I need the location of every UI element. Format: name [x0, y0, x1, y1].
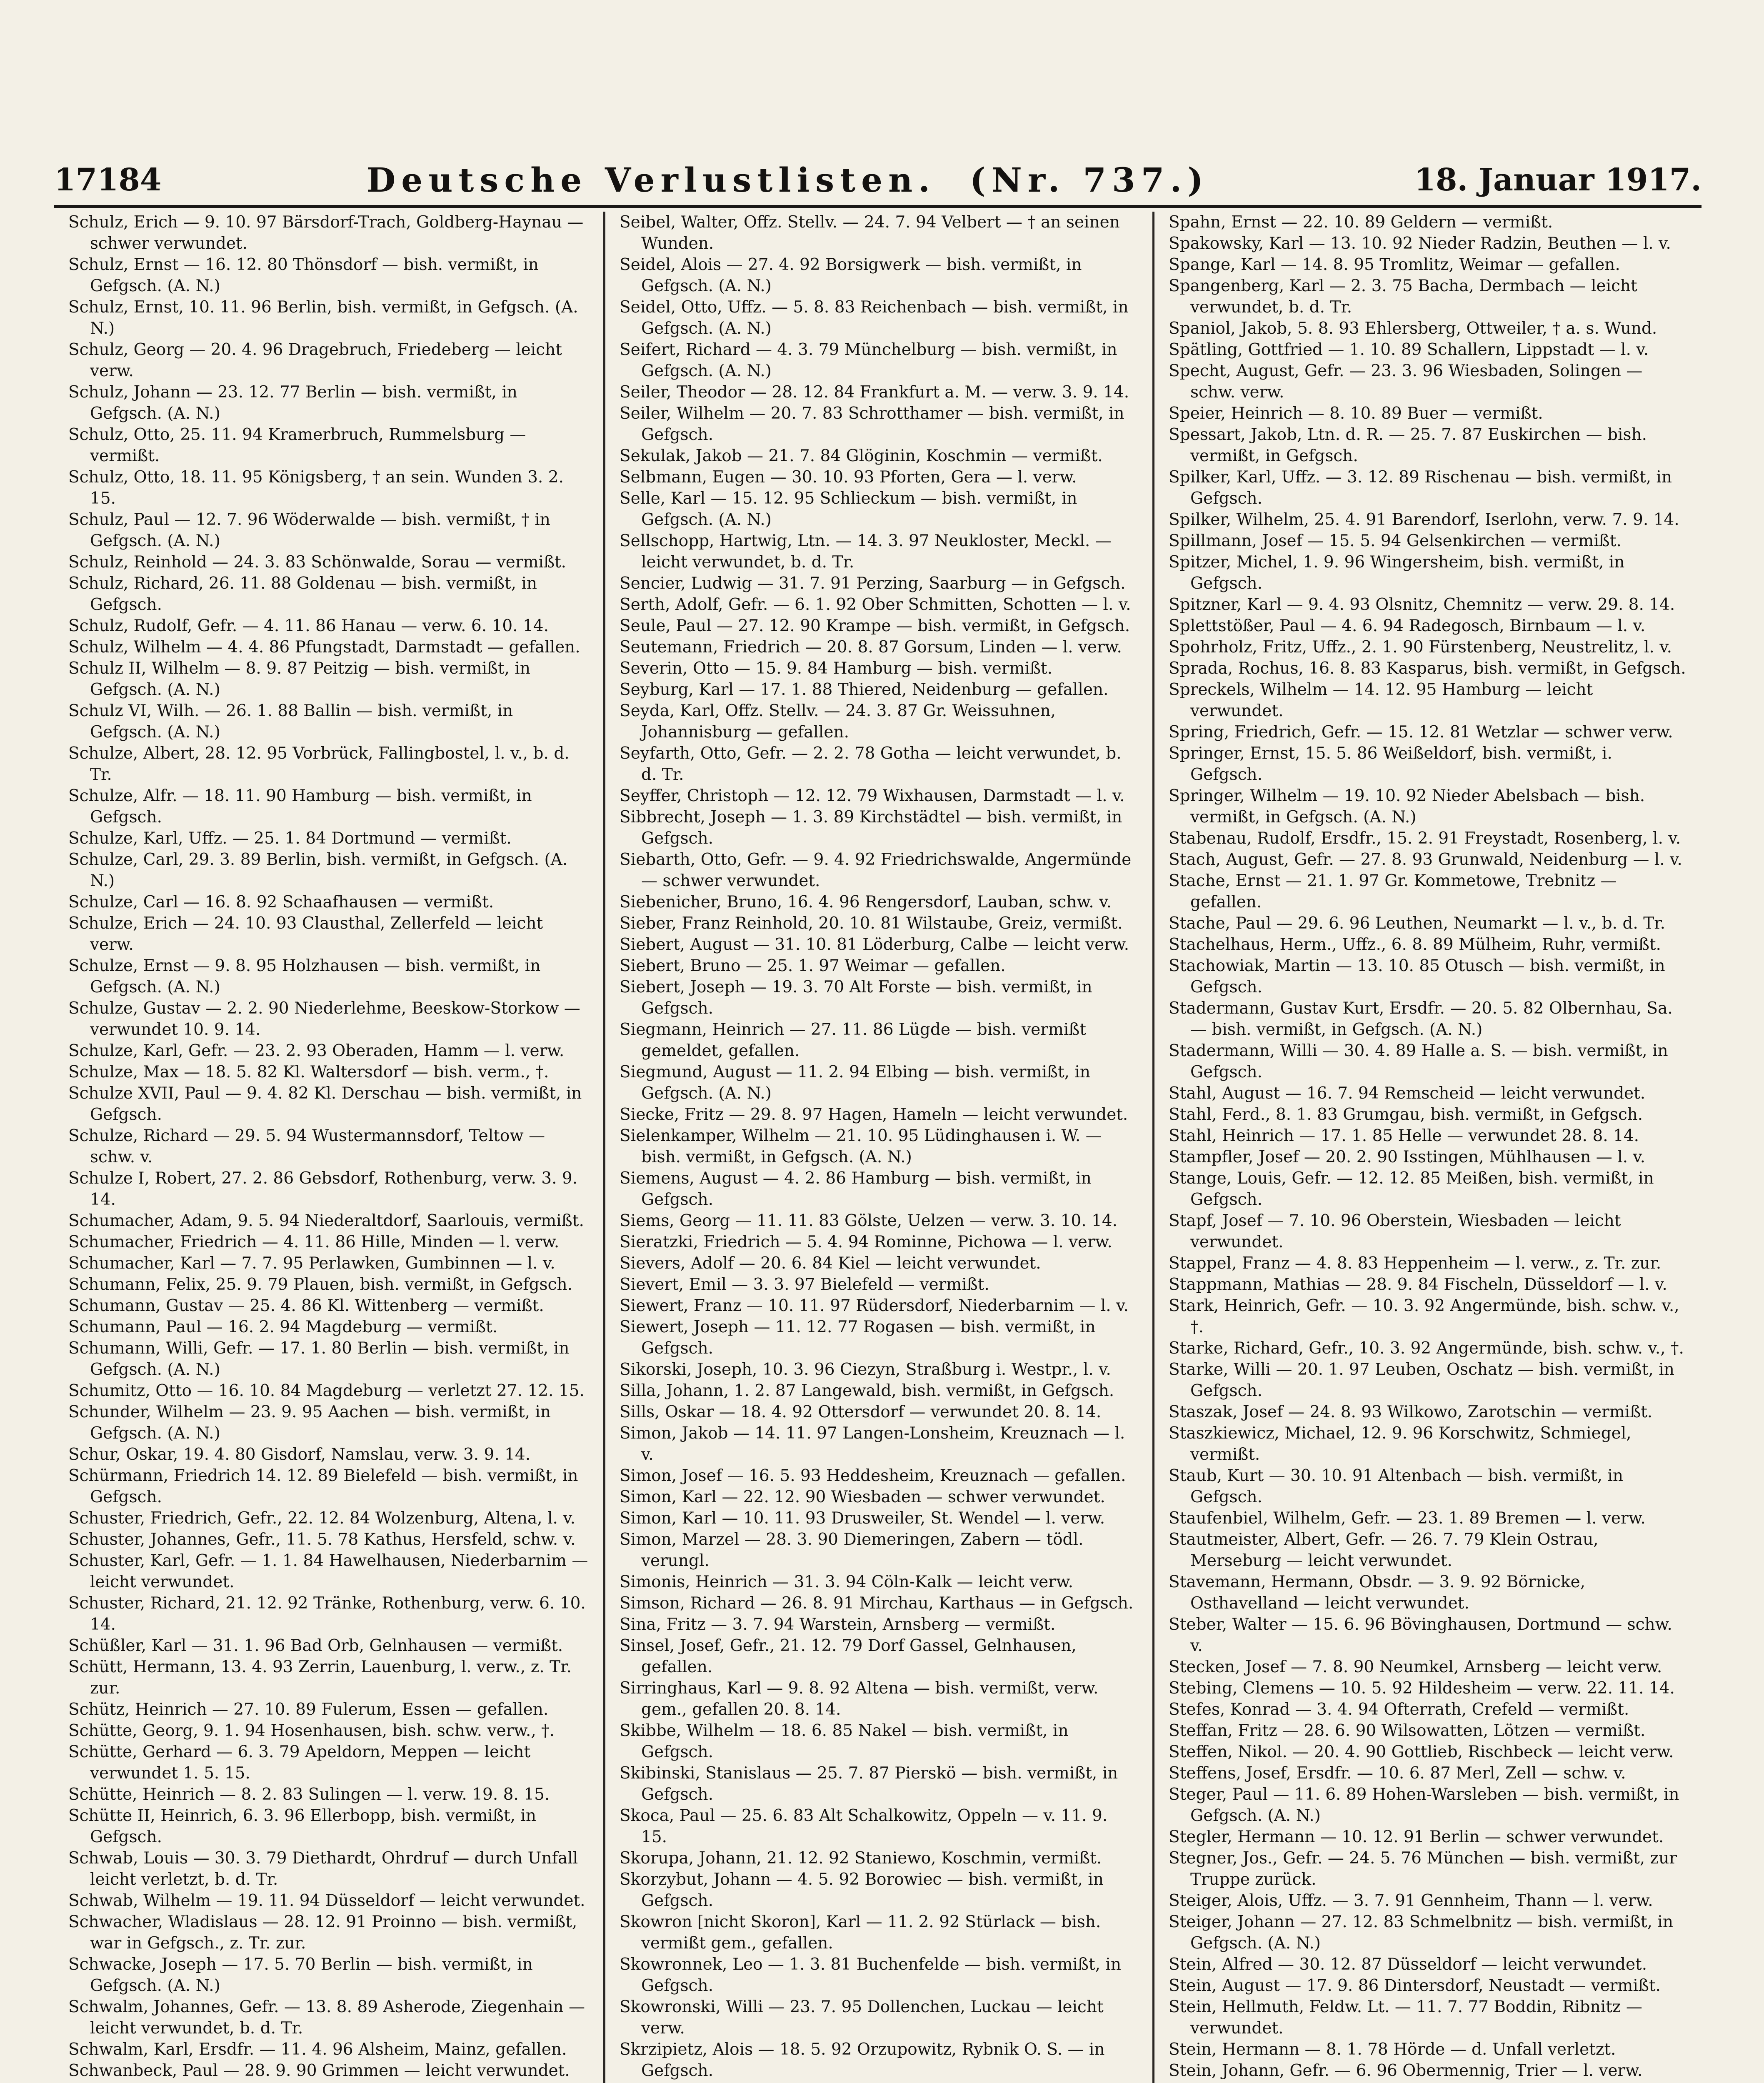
list-entry: Steffan, Fritz — 28. 6. 90 Wilsowatten, Lötzen — vermißt.	[1169, 1721, 1646, 1740]
list-entry: Siebert, August — 31. 10. 81 Löderburg, Calbe — leicht verw.	[620, 935, 1129, 954]
list-entry: Spange, Karl — 14. 8. 95 Tromlitz, Weimar — gefallen.	[1169, 255, 1620, 274]
list-entry: Spätling, Gottfried — 1. 10. 89 Schallern, Lippstadt — l. v.	[1169, 340, 1649, 359]
list-entry: Sieber, Franz Reinhold, 20. 10. 81 Wilstaube, Greiz, vermißt.	[620, 914, 1123, 933]
list-entry: Staszkiewicz, Michael, 12. 9. 96 Korschwitz, Schmiegel, vermißt.	[1169, 1424, 1632, 1464]
list-entry: Schwacke, Joseph — 17. 5. 70 Berlin — bish. vermißt, in Gefgsch. (A. N.)	[68, 1955, 533, 1995]
casualty-list-columns	[54, 212, 1702, 2083]
list-entry: Schwab, Wilhelm — 19. 11. 94 Düsseldorf — leicht verwundet.	[68, 1891, 585, 1910]
list-entry: Schulz, Erich — 9. 10. 97 Bärsdorf-Trach, Goldberg-Haynau — schwer verwundet.	[68, 213, 584, 253]
list-entry: Steffen, Nikol. — 20. 4. 90 Gottlieb, Rischbeck — leicht verw.	[1169, 1743, 1674, 1761]
list-entry: Sielenkamper, Wilhelm — 21. 10. 95 Lüdinghausen i. W. — bish. vermißt, in Gefgsch. (A. N.)	[620, 1126, 1102, 1166]
list-entry: Schütte, Gerhard — 6. 3. 79 Apeldorn, Meppen — leicht verwundet 1. 5. 15.	[68, 1743, 531, 1783]
list-entry: Spilker, Wilhelm, 25. 4. 91 Barendorf, Iserlohn, verw. 7. 9. 14.	[1169, 510, 1679, 529]
list-entry	[68, 2081, 589, 2083]
list-entry: Schulz, Georg — 20. 4. 96 Dragebruch, Friedeberg — leicht verw.	[68, 340, 562, 380]
list-entry: Simson, Richard — 26. 8. 91 Mirchau, Karthaus — in Gefgsch.	[620, 1594, 1134, 1613]
list-entry: Selle, Karl — 15. 12. 95 Schlieckum — bish. vermißt, in Gefgsch. (A. N.)	[620, 489, 1077, 529]
title-text: Deutsche Verlustlisten.	[366, 160, 936, 200]
list-entry: Schwalm, Karl, Ersdfr. — 11. 4. 96 Alsheim, Mainz, gefallen.	[68, 2040, 567, 2059]
publication-title	[367, 160, 1209, 200]
list-entry: Schulze, Max — 18. 5. 82 Kl. Waltersdorf — bish. verm., †.	[68, 1063, 549, 1081]
column-2	[603, 212, 1152, 2083]
list-entry: Steffens, Josef, Ersdfr. — 10. 6. 87 Merl, Zell — schw. v.	[1169, 1764, 1626, 1783]
list-entry: Simon, Jakob — 14. 11. 97 Langen-Lonsheim, Kreuznach — l. v.	[620, 1424, 1125, 1464]
list-entry: Splettstößer, Paul — 4. 6. 94 Radegosch, Birnbaum — l. v.	[1169, 617, 1646, 635]
list-entry: Spitzner, Karl — 9. 4. 93 Olsnitz, Chemnitz — verw. 29. 8. 14.	[1169, 595, 1675, 614]
list-entry: Siebarth, Otto, Gefr. — 9. 4. 92 Friedrichswalde, Angermünde — schwer verwundet.	[620, 850, 1132, 890]
list-entry: Seifert, Richard — 4. 3. 79 Münchelburg — bish. vermißt, in Gefgsch. (A. N.)	[620, 340, 1117, 380]
list-entry: Sievers, Adolf — 20. 6. 84 Kiel — leicht verwundet.	[620, 1254, 1041, 1273]
list-entry: Sencier, Ludwig — 31. 7. 91 Perzing, Saarburg — in Gefgsch.	[620, 574, 1126, 593]
list-entry: Simon, Marzel — 28. 3. 90 Diemeringen, Zabern — tödl. verungl.	[620, 1530, 1084, 1570]
list-entry: Sprada, Rochus, 16. 8. 83 Kasparus, bish. vermißt, in Gefgsch.	[1169, 659, 1686, 678]
issue-number: (Nr. 737.)	[969, 160, 1209, 200]
list-entry: Simonis, Heinrich — 31. 3. 94 Cöln-Kalk — leicht verw.	[620, 1573, 1073, 1591]
list-entry: Schumacher, Friedrich — 4. 11. 86 Hille, Minden — l. verw.	[68, 1233, 560, 1251]
list-entry: Stahl, Ferd., 8. 1. 83 Grumgau, bish. vermißt, in Gefgsch.	[1169, 1105, 1643, 1124]
list-entry: Schulze, Albert, 28. 12. 95 Vorbrück, Fallingbostel, l. v., b. d. Tr.	[68, 744, 570, 784]
list-entry: Schüßler, Karl — 31. 1. 96 Bad Orb, Gelnhausen — vermißt.	[68, 1636, 563, 1655]
list-entry: Schumitz, Otto — 16. 10. 84 Magdeburg — verletzt 27. 12. 15.	[68, 1381, 585, 1400]
list-entry: Sinsel, Josef, Gefr., 21. 12. 79 Dorf Gassel, Gelnhausen, gefallen.	[620, 1636, 1077, 1676]
list-entry: Serth, Adolf, Gefr. — 6. 1. 92 Ober Schmitten, Schotten — l. v.	[620, 595, 1131, 614]
list-entry: Spangenberg, Karl — 2. 3. 75 Bacha, Dermbach — leicht verwundet, b. d. Tr.	[1169, 277, 1637, 317]
list-entry: Silla, Johann, 1. 2. 87 Langewald, bish. vermißt, in Gefgsch.	[620, 1381, 1114, 1400]
list-entry: Starke, Willi — 20. 1. 97 Leuben, Oschatz — bish. vermißt, in Gefgsch.	[1169, 1360, 1674, 1400]
list-entry: Schwab, Louis — 30. 3. 79 Diethardt, Ohrdruf — durch Unfall leicht verletzt, b. d. Tr.	[68, 1849, 578, 1889]
list-entry: Seyffer, Christoph — 12. 12. 79 Wixhausen, Darmstadt — l. v.	[620, 787, 1125, 805]
list-entry: Stark, Heinrich, Gefr. — 10. 3. 92 Angermünde, bish. schw. v., †.	[1169, 1296, 1679, 1336]
list-entry: Schulz, Reinhold — 24. 3. 83 Schönwalde, Sorau — vermißt.	[68, 553, 567, 572]
list-entry: Schulz, Otto, 18. 11. 95 Königsberg, † an sein. Wunden 3. 2. 15.	[68, 468, 564, 508]
list-entry: Stebing, Clemens — 10. 5. 92 Hildesheim — verw. 22. 11. 14.	[1169, 1679, 1675, 1698]
list-entry: Staub, Kurt — 30. 10. 91 Altenbach — bish. vermißt, in Gefgsch.	[1169, 1466, 1624, 1506]
list-entry: Specht, August, Gefr. — 23. 3. 96 Wiesbaden, Solingen — schw. verw.	[1169, 362, 1643, 402]
list-entry: Spring, Friedrich, Gefr. — 15. 12. 81 Wetzlar — schwer verw.	[1169, 723, 1673, 742]
list-entry: Spakowsky, Karl — 13. 10. 92 Nieder Radzin, Beuthen — l. v.	[1169, 234, 1671, 253]
list-entry: Skorupa, Johann, 21. 12. 92 Staniewo, Koschmin, vermißt.	[620, 1849, 1102, 1868]
list-entry: Siegmann, Heinrich — 27. 11. 86 Lügde — bish. vermißt gemeldet, gefallen.	[620, 1020, 1087, 1060]
list-entry: Stampfler, Josef — 20. 2. 90 Isstingen, Mühlhausen — l. v.	[1169, 1148, 1646, 1166]
list-entry: Spreckels, Wilhelm — 14. 12. 95 Hamburg — leicht verwundet.	[1169, 680, 1593, 720]
list-entry: Stefes, Konrad — 3. 4. 94 Ofterrath, Crefeld — vermißt.	[1169, 1700, 1629, 1719]
list-entry: Spahn, Ernst — 22. 10. 89 Geldern — vermißt.	[1169, 213, 1553, 232]
list-entry: Stahl, August — 16. 7. 94 Remscheid — leicht verwundet.	[1169, 1084, 1646, 1103]
list-entry: Stache, Paul — 29. 6. 96 Leuthen, Neumarkt — l. v., b. d. Tr.	[1169, 914, 1665, 933]
list-entry: Stappmann, Mathias — 28. 9. 84 Fischeln, Düsseldorf — l. v.	[1169, 1275, 1667, 1294]
list-entry: Skrzipietz, Alois — 18. 5. 92 Orzupowitz, Rybnik O. S. — in Gefgsch.	[620, 2040, 1105, 2080]
list-entry: Siebert, Bruno — 25. 1. 97 Weimar — gefallen.	[620, 957, 1006, 975]
list-entry: Schumann, Paul — 16. 2. 94 Magdeburg — vermißt.	[68, 1318, 498, 1336]
list-entry: Schulze I, Robert, 27. 2. 86 Gebsdorf, Rothenburg, verw. 3. 9. 14.	[68, 1169, 578, 1209]
list-entry: Schulz II, Wilhelm — 8. 9. 87 Peitzig — bish. vermißt, in Gefgsch. (A. N.)	[68, 659, 531, 699]
list-entry: Stadermann, Willi — 30. 4. 89 Halle a. S. — bish. vermißt, in Gefgsch.	[1169, 1042, 1668, 1081]
list-entry: Stein, Hermann — 8. 1. 78 Hörde — d. Unfall verletzt.	[1169, 2040, 1616, 2059]
list-entry: Springer, Wilhelm — 19. 10. 92 Nieder Abelsbach — bish. vermißt, in Gefgsch. (A. N.)	[1169, 787, 1645, 827]
list-entry: Seidel, Otto, Uffz. — 5. 8. 83 Reichenbach — bish. vermißt, in Gefgsch. (A. N.)	[620, 298, 1129, 338]
list-entry: Schütz, Heinrich — 27. 10. 89 Fulerum, Essen — gefallen.	[68, 1700, 549, 1719]
list-entry: Speier, Heinrich — 8. 10. 89 Buer — vermißt.	[1169, 404, 1543, 423]
list-entry: Springer, Ernst, 15. 5. 86 Weißeldorf, bish. vermißt, i. Gefgsch.	[1169, 744, 1612, 784]
list-entry: Schulze, Gustav — 2. 2. 90 Niederlehme, Beeskow-Storkow — verwundet 10. 9. 14.	[68, 999, 580, 1039]
list-entry: Siecke, Fritz — 29. 8. 97 Hagen, Hameln — leicht verwundet.	[620, 1105, 1128, 1124]
list-entry: Stecken, Josef — 7. 8. 90 Neumkel, Arnsberg — leicht verw.	[1169, 1658, 1662, 1676]
list-entry: Siebenicher, Bruno, 16. 4. 96 Rengersdorf, Lauban, schw. v.	[620, 893, 1112, 912]
list-entry: Seiler, Wilhelm — 20. 7. 83 Schrotthamer — bish. vermißt, in Gefgsch.	[620, 404, 1124, 444]
list-entry: Schulz, Richard, 26. 11. 88 Goldenau — bish. vermißt, in Gefgsch.	[68, 574, 537, 614]
list-entry: Stachelhaus, Herm., Uffz., 6. 8. 89 Mülheim, Ruhr, vermißt.	[1169, 935, 1661, 954]
list-entry: Schuster, Karl, Gefr. — 1. 1. 84 Hawelhausen, Niederbarnim — leicht verwundet.	[68, 1551, 588, 1591]
list-entry	[620, 2081, 1138, 2083]
list-entry: Schürmann, Friedrich 14. 12. 89 Bielefeld — bish. vermißt, in Gefgsch.	[68, 1466, 578, 1506]
list-entry: Seutemann, Friedrich — 20. 8. 87 Gorsum, Linden — l. verw.	[620, 638, 1122, 657]
list-entry: Steger, Paul — 11. 6. 89 Hohen-Warsleben — bish. vermißt, in Gefgsch. (A. N.)	[1169, 1785, 1679, 1825]
list-entry: Stappel, Franz — 4. 8. 83 Heppenheim — l. verw., z. Tr. zur.	[1169, 1254, 1662, 1273]
list-entry: Schulze, Carl, 29. 3. 89 Berlin, bish. vermißt, in Gefgsch. (A. N.)	[68, 850, 568, 890]
list-entry: Schulz, Wilhelm — 4. 4. 86 Pfungstadt, Darmstadt — gefallen.	[68, 638, 580, 657]
list-entry: Sieratzki, Friedrich — 5. 4. 94 Rominne, Pichowa — l. verw.	[620, 1233, 1112, 1251]
list-entry: Schuster, Johannes, Gefr., 11. 5. 78 Kathus, Hersfeld, schw. v.	[68, 1530, 576, 1549]
list-entry: Schulz, Johann — 23. 12. 77 Berlin — bish. vermißt, in Gefgsch. (A. N.)	[68, 383, 517, 423]
list-entry: Selbmann, Eugen — 30. 10. 93 Pforten, Gera — l. verw.	[620, 468, 1077, 487]
list-entry: Stach, August, Gefr. — 27. 8. 93 Grunwald, Neidenburg — l. v.	[1169, 850, 1682, 869]
list-entry: Spillmann, Josef — 15. 5. 94 Gelsenkirchen — vermißt.	[1169, 532, 1622, 550]
list-entry: Schütte II, Heinrich, 6. 3. 96 Ellerbopp, bish. vermißt, in Gefgsch.	[68, 1806, 537, 1846]
list-entry: Schunder, Wilhelm — 23. 9. 95 Aachen — bish. vermißt, in Gefgsch. (A. N.)	[68, 1403, 551, 1443]
list-entry: Stein, Alfred — 30. 12. 87 Düsseldorf — leicht verwundet.	[1169, 1955, 1647, 1974]
list-entry	[1169, 2081, 1687, 2083]
list-entry: Seyburg, Karl — 17. 1. 88 Thiered, Neidenburg — gefallen.	[620, 680, 1109, 699]
list-entry: Spessart, Jakob, Ltn. d. R. — 25. 7. 87 Euskirchen — bish. vermißt, in Gefgsch.	[1169, 425, 1647, 465]
list-entry: Schuster, Friedrich, Gefr., 22. 12. 84 Wolzenburg, Altena, l. v.	[68, 1509, 576, 1528]
list-entry: Stachowiak, Martin — 13. 10. 85 Otusch — bish. vermißt, in Gefgsch.	[1169, 957, 1665, 997]
list-entry: Stadermann, Gustav Kurt, Ersdfr. — 20. 5. 82 Olbernhau, Sa. — bish. vermißt, in Gefgsch. (A. N.)	[1169, 999, 1673, 1039]
list-entry: Schwanbeck, Paul — 28. 9. 90 Grimmen — leicht verwundet.	[68, 2061, 570, 2080]
list-entry: Steiger, Johann — 27. 12. 83 Schmelbnitz — bish. vermißt, in Gefgsch. (A. N.)	[1169, 1913, 1673, 1953]
list-entry: Schulze, Karl, Uffz. — 25. 1. 84 Dortmund — vermißt.	[68, 829, 512, 848]
list-entry: Schulze, Carl — 16. 8. 92 Schaafhausen — vermißt.	[68, 893, 494, 912]
list-entry: Sikorski, Joseph, 10. 3. 96 Ciezyn, Straßburg i. Westpr., l. v.	[620, 1360, 1111, 1379]
list-entry: Stegner, Jos., Gefr. — 24. 5. 76 München — bish. vermißt, zur Truppe zurück.	[1169, 1849, 1677, 1889]
list-entry: Stein, Hellmuth, Feldw. Lt. — 11. 7. 77 Boddin, Ribnitz — verwundet.	[1169, 1998, 1642, 2038]
list-entry: Sekulak, Jakob — 21. 7. 84 Glöginin, Koschmin — vermißt.	[620, 447, 1103, 465]
list-entry: Schumacher, Karl — 7. 7. 95 Perlawken, Gumbinnen — l. v.	[68, 1254, 555, 1273]
list-entry: Spilker, Karl, Uffz. — 3. 12. 89 Rischenau — bish. vermißt, in Gefgsch.	[1169, 468, 1672, 508]
list-entry: Sirringhaus, Karl — 9. 8. 92 Altena — bish. vermißt, verw. gem., gefallen 20. 8. 14.	[620, 1679, 1099, 1719]
list-entry: Schulze, Erich — 24. 10. 93 Clausthal, Zellerfeld — leicht verw.	[68, 914, 543, 954]
list-entry: Schulz, Rudolf, Gefr. — 4. 11. 86 Hanau — verw. 6. 10. 14.	[68, 617, 549, 635]
list-entry: Simon, Josef — 16. 5. 93 Heddesheim, Kreuznach — gefallen.	[620, 1466, 1126, 1485]
list-entry: Stein, August — 17. 9. 86 Dintersdorf, Neustadt — vermißt.	[1169, 1976, 1661, 1995]
list-entry: Schütt, Hermann, 13. 4. 93 Zerrin, Lauenburg, l. verw., z. Tr. zur.	[68, 1658, 572, 1698]
list-entry: Spitzer, Michel, 1. 9. 96 Wingersheim, bish. vermißt, in Gefgsch.	[1169, 553, 1625, 593]
list-entry: Siemens, August — 4. 2. 86 Hamburg — bish. vermißt, in Gefgsch.	[620, 1169, 1092, 1209]
masthead	[54, 155, 1702, 208]
list-entry: Spaniol, Jakob, 5. 8. 93 Ehlersberg, Ottweiler, † a. s. Wund.	[1169, 319, 1657, 338]
list-entry: Simon, Karl — 22. 12. 90 Wiesbaden — schwer verwundet.	[620, 1488, 1105, 1506]
column-3	[1152, 212, 1702, 2083]
list-entry: Stautmeister, Albert, Gefr. — 26. 7. 79 Klein Ostrau, Merseburg — leicht verwundet.	[1169, 1530, 1599, 1570]
list-entry: Schulz, Paul — 12. 7. 96 Wöderwalde — bish. vermißt, † in Gefgsch. (A. N.)	[68, 510, 550, 550]
list-entry: Schütte, Heinrich — 8. 2. 83 Sulingen — l. verw. 19. 8. 15.	[68, 1785, 550, 1804]
list-entry: Staufenbiel, Wilhelm, Gefr. — 23. 1. 89 Bremen — l. verw.	[1169, 1509, 1646, 1528]
list-entry: Sibbrecht, Joseph — 1. 3. 89 Kirchstädtel — bish. vermißt, in Gefgsch.	[620, 808, 1122, 848]
list-entry: Stange, Louis, Gefr. — 12. 12. 85 Meißen, bish. vermißt, in Gefgsch.	[1169, 1169, 1654, 1209]
list-entry: Schumann, Gustav — 25. 4. 86 Kl. Wittenberg — vermißt.	[68, 1296, 544, 1315]
list-entry: Siegmund, August — 11. 2. 94 Elbing — bish. vermißt, in Gefgsch. (A. N.)	[620, 1063, 1091, 1103]
list-entry: Skibbe, Wilhelm — 18. 6. 85 Nakel — bish. vermißt, in Gefgsch.	[620, 1721, 1069, 1761]
list-entry: Stahl, Heinrich — 17. 1. 85 Helle — verwundet 28. 8. 14.	[1169, 1126, 1639, 1145]
list-entry: Stapf, Josef — 7. 10. 96 Oberstein, Wiesbaden — leicht verwundet.	[1169, 1211, 1621, 1251]
list-entry: Siebert, Joseph — 19. 3. 70 Alt Forste — bish. vermißt, in Gefgsch.	[620, 978, 1092, 1018]
list-entry: Skowronski, Willi — 23. 7. 95 Dollenchen, Luckau — leicht verw.	[620, 1998, 1104, 2038]
list-entry: Schuster, Richard, 21. 12. 92 Tränke, Rothenburg, verw. 6. 10. 14.	[68, 1594, 586, 1634]
list-entry: Schulze, Ernst — 9. 8. 95 Holzhausen — bish. vermißt, in Gefgsch. (A. N.)	[68, 957, 541, 997]
list-entry: Siewert, Franz — 10. 11. 97 Rüdersdorf, Niederbarnim — l. v.	[620, 1296, 1129, 1315]
list-entry: Schulz, Ernst, 10. 11. 96 Berlin, bish. vermißt, in Gefgsch. (A. N.)	[68, 298, 578, 338]
list-entry: Schwalm, Johannes, Gefr. — 13. 8. 89 Asherode, Ziegenhain — leicht verwundet, b. d. Tr.	[68, 1998, 585, 2038]
list-entry: Schütte, Georg, 9. 1. 94 Hosenhausen, bish. schw. verw., †.	[68, 1721, 555, 1740]
list-entry: Schumann, Felix, 25. 9. 79 Plauen, bish. vermißt, in Gefgsch.	[68, 1275, 573, 1294]
list-entry: Schwacher, Wladislaus — 28. 12. 91 Proinno — bish. vermißt, war in Gefgsch., z. Tr. zur.	[68, 1913, 577, 1953]
list-entry: Schulz, Otto, 25. 11. 94 Kramerbruch, Rummelsburg — vermißt.	[68, 425, 526, 465]
list-entry: Schur, Oskar, 19. 4. 80 Gisdorf, Namslau, verw. 3. 9. 14.	[68, 1445, 531, 1464]
list-entry: Schulz, Ernst — 16. 12. 80 Thönsdorf — bish. vermißt, in Gefgsch. (A. N.)	[68, 255, 539, 295]
list-entry: Schumacher, Adam, 9. 5. 94 Niederaltdorf, Saarlouis, vermißt.	[68, 1211, 584, 1230]
list-entry: Sills, Oskar — 18. 4. 92 Ottersdorf — verwundet 20. 8. 14.	[620, 1403, 1102, 1421]
list-entry: Steber, Walter — 15. 6. 96 Bövinghausen, Dortmund — schw. v.	[1169, 1615, 1672, 1655]
list-entry: Sellschopp, Hartwig, Ltn. — 14. 3. 97 Neukloster, Meckl. — leicht verwundet, b. d. Tr.	[620, 532, 1112, 572]
page-number: 17184	[54, 162, 162, 198]
list-entry: Seyda, Karl, Offz. Stellv. — 24. 3. 87 Gr. Weissuhnen, Johannisburg — gefallen.	[620, 702, 1056, 742]
list-entry: Siems, Georg — 11. 11. 83 Gölste, Uelzen — verw. 3. 10. 14.	[620, 1211, 1118, 1230]
list-entry: Skowronnek, Leo — 1. 3. 81 Buchenfelde — bish. vermißt, in Gefgsch.	[620, 1955, 1122, 1995]
list-entry: Stegler, Hermann — 10. 12. 91 Berlin — schwer verwundet.	[1169, 1828, 1664, 1846]
list-entry: Stavemann, Hermann, Obsdr. — 3. 9. 92 Börnicke, Osthavelland — leicht verwundet.	[1169, 1573, 1586, 1613]
list-entry: Steiger, Alois, Uffz. — 3. 7. 91 Gennheim, Thann — l. verw.	[1169, 1891, 1653, 1910]
list-entry: Seiler, Theodor — 28. 12. 84 Frankfurt a. M. — verw. 3. 9. 14.	[620, 383, 1129, 402]
list-entry: Seyfarth, Otto, Gefr. — 2. 2. 78 Gotha — leicht verwundet, b. d. Tr.	[620, 744, 1122, 784]
list-entry: Schulze, Richard — 29. 5. 94 Wustermannsdorf, Teltow — schw. v.	[68, 1126, 545, 1166]
list-entry: Seidel, Alois — 27. 4. 92 Borsigwerk — bish. vermißt, in Gefgsch. (A. N.)	[620, 255, 1082, 295]
list-entry: Schumann, Willi, Gefr. — 17. 1. 80 Berlin — bish. vermißt, in Gefgsch. (A. N.)	[68, 1339, 570, 1379]
list-entry: Seule, Paul — 27. 12. 90 Krampe — bish. vermißt, in Gefgsch.	[620, 617, 1130, 635]
list-entry: Skoca, Paul — 25. 6. 83 Alt Schalkowitz, Oppeln — v. 11. 9. 15.	[620, 1806, 1108, 1846]
list-entry: Schulze XVII, Paul — 9. 4. 82 Kl. Derschau — bish. vermißt, in Gefgsch.	[68, 1084, 582, 1124]
list-entry: Schulze, Alfr. — 18. 11. 90 Hamburg — bish. vermißt, in Gefgsch.	[68, 787, 532, 827]
list-entry: Stein, Johann, Gefr. — 6. 96 Obermennig, Trier — l. verw.	[1169, 2061, 1643, 2080]
list-entry: Sievert, Emil — 3. 3. 97 Bielefeld — vermißt.	[620, 1275, 989, 1294]
issue-date: 18. Januar 1917.	[1414, 162, 1702, 198]
list-entry: Skorzybut, Johann — 4. 5. 92 Borowiec — bish. vermißt, in Gefgsch.	[620, 1870, 1104, 1910]
list-entry: Seibel, Walter, Offz. Stellv. — 24. 7. 94 Velbert — † an seinen Wunden.	[620, 213, 1120, 253]
list-entry: Sina, Fritz — 3. 7. 94 Warstein, Arnsberg — vermißt.	[620, 1615, 1056, 1634]
list-entry: Starke, Richard, Gefr., 10. 3. 92 Angermünde, bish. schw. v., †.	[1169, 1339, 1684, 1358]
list-entry: Skibinski, Stanislaus — 25. 7. 87 Pierskö — bish. vermißt, in Gefgsch.	[620, 1764, 1118, 1804]
list-entry: Stabenau, Rudolf, Ersdfr., 15. 2. 91 Freystadt, Rosenberg, l. v.	[1169, 829, 1681, 848]
list-entry: Severin, Otto — 15. 9. 84 Hamburg — bish. vermißt.	[620, 659, 1053, 678]
list-entry: Schulz VI, Wilh. — 26. 1. 88 Ballin — bish. vermißt, in Gefgsch. (A. N.)	[68, 702, 513, 742]
column-1	[54, 212, 603, 2083]
list-entry: Stache, Ernst — 21. 1. 97 Gr. Kommetowe, Trebnitz — gefallen.	[1169, 872, 1617, 912]
list-entry: Spohrholz, Fritz, Uffz., 2. 1. 90 Fürstenberg, Neustrelitz, l. v.	[1169, 638, 1672, 657]
list-entry: Skowron [nicht Skoron], Karl — 11. 2. 92 Stürlack — bish. vermißt gem., gefallen.	[620, 1913, 1101, 1953]
list-entry: Simon, Karl — 10. 11. 93 Drusweiler, St. Wendel — l. verw.	[620, 1509, 1105, 1528]
list-entry: Siewert, Joseph — 11. 12. 77 Rogasen — bish. vermißt, in Gefgsch.	[620, 1318, 1096, 1358]
list-entry: Schulze, Karl, Gefr. — 23. 2. 93 Oberaden, Hamm — l. verw.	[68, 1042, 565, 1060]
list-entry: Staszak, Josef — 24. 8. 93 Wilkowo, Zarotschin — vermißt.	[1169, 1403, 1653, 1421]
